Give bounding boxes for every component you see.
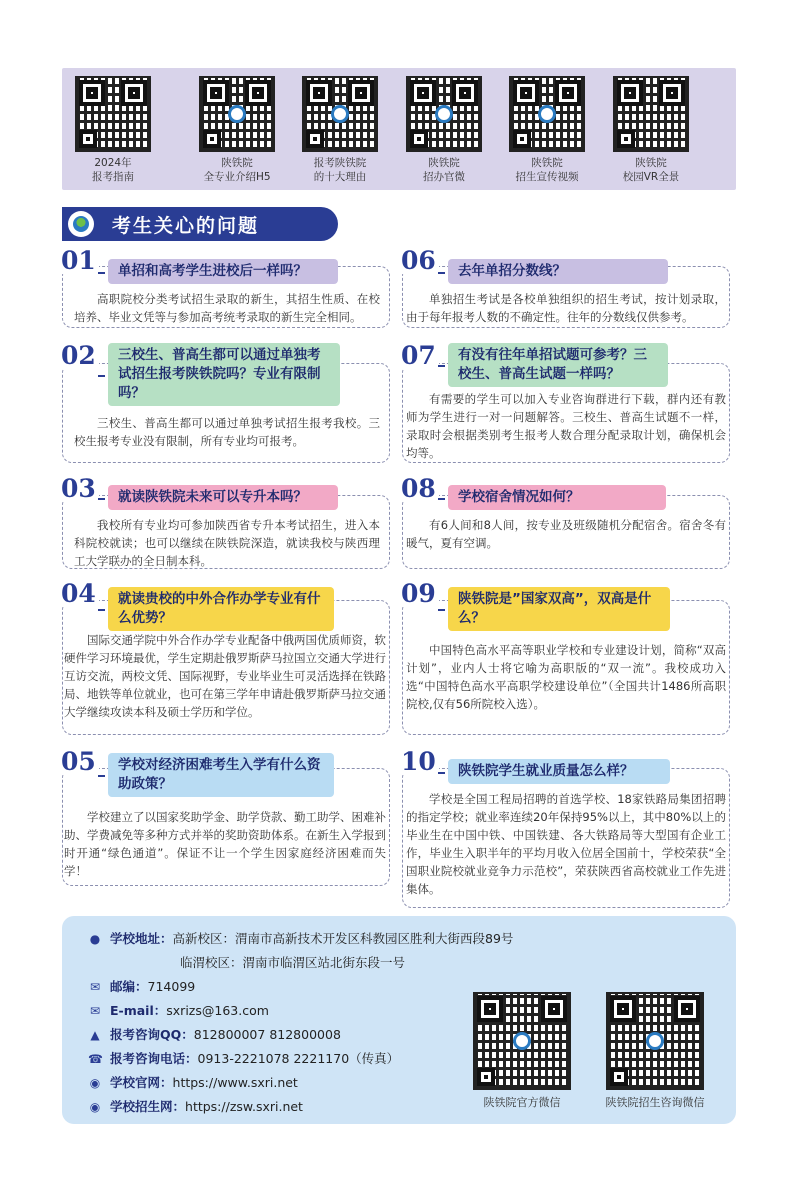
qr-caption: 陕铁院 招生宣传视频 — [515, 157, 579, 183]
faq-answer: 学校是全国工程局招聘的首选学校、18家铁路局集团招聘的指定学校；就业率连续20年保持95%以上，其中80%以上的毕业生在中国中铁、中国铁建、各大铁路局等大型国有企业工作，毕业生入职半年的平均月收入位居全国前十，学校荣获“全国职业院校就业竞争力示范校”，荣获陕西省高校就业工作先进集体。 — [406, 792, 726, 896]
admissions-site-row: ◉ 学校招生网：https://zsw.sxri.net — [89, 1099, 303, 1114]
school-logo-icon — [228, 105, 246, 123]
qr-caption: 陕铁院 全专业介绍H5 — [203, 157, 271, 183]
postcode-row: ✉ 邮编：714099 — [89, 979, 196, 994]
phone-icon: ☎ — [88, 1052, 103, 1066]
faq-number: 01 — [58, 248, 99, 274]
faq-number: 04 — [58, 581, 99, 607]
globe-icon: ◉ — [89, 1100, 101, 1114]
qq-row: ▲ 报考咨询QQ：812800007 812800008 — [88, 1026, 341, 1044]
qr-caption: 陕铁院官方微信 — [483, 1096, 561, 1109]
school-logo-icon — [538, 105, 556, 123]
faq-question: 去年单招分数线？ — [448, 259, 668, 284]
faq-answer: 国际交通学院中外合作办学专业配备中俄两国优质师资，软硬件学习环境最优，学生定期赴俄罗斯萨马拉国立交通大学进行互访交流，两校文凭、国际视野，专业毕业生可灵活选择在铁路局、地铁等单位就业，也可在第三学年申请赴俄罗斯萨马拉交通大学继续攻读本科及硕士学历和学位。 — [64, 633, 386, 719]
website-row: ◉ 学校官网：https://www.sxri.net — [89, 1075, 298, 1090]
school-logo-icon — [646, 1032, 664, 1050]
qq-icon: ▲ — [90, 1028, 100, 1042]
school-logo-icon — [435, 105, 453, 123]
section-title: 考生关心的问题 — [112, 215, 260, 237]
qr-code[interactable] — [613, 76, 689, 152]
qr-item-admissions-wechat[interactable] — [399, 76, 489, 184]
faq-question: 单招和高考学生进校后一样吗？ — [108, 259, 338, 284]
faq-question: 学校对经济困难考生入学有什么资助政策？ — [108, 753, 334, 797]
faq-number: 08 — [398, 476, 439, 502]
qr-code[interactable] — [473, 992, 571, 1090]
globe-icon: ◉ — [89, 1076, 101, 1090]
qr-caption: 2024年 报考指南 — [92, 157, 134, 183]
address-row-2: 临渭校区：渭南市临渭区站北街东段一号 — [180, 955, 406, 970]
qr-caption: 报考陕铁院 的十大理由 — [313, 157, 367, 183]
official-wechat-qr[interactable] — [472, 992, 572, 1110]
faq-question: 有没有往年单招试题可参考？三校生、普高生试题一样吗？ — [448, 343, 668, 387]
faq-number: 09 — [398, 581, 439, 607]
admissions-site-link[interactable]: https://zsw.sxri.net — [185, 1099, 303, 1114]
qr-code[interactable] — [606, 992, 704, 1090]
faq-number: 05 — [58, 749, 99, 775]
qr-code[interactable] — [302, 76, 378, 152]
faq-question: 就读陕铁院未来可以专升本吗？ — [108, 485, 338, 510]
faq-question: 三校生、普高生都可以通过单独考试招生报考陕铁院吗？专业有限制吗？ — [108, 343, 340, 406]
faq-number: 07 — [398, 343, 439, 369]
faq-answer: 我校所有专业均可参加陕西省专升本考试招生，进入本科院校就读；也可以继续在陕铁院深造，就读我校与陕西理工大学联办的全日制本科。 — [74, 518, 380, 568]
school-logo-icon — [513, 1032, 531, 1050]
qr-code[interactable] — [75, 76, 151, 152]
qr-item-guide[interactable] — [68, 76, 158, 184]
school-logo-icon — [331, 105, 349, 123]
faq-number: 02 — [58, 343, 99, 369]
qr-caption: 陕铁院招生咨询微信 — [605, 1096, 705, 1109]
contact-info-panel — [62, 916, 736, 1124]
faq-answer: 有需要的学生可以加入专业咨询群进行下载，群内还有教师为学生进行一对一问题解答。三校生、普高生试题不一样，录取时会根据类别考生报考人数合理分配录取计划，确保机会均等。 — [406, 392, 726, 460]
faq-answer: 高职院校分类考试招生录取的新生，其招生性质、在校培养、毕业文凭等与参加高考统考录取的新生完全相同。 — [74, 292, 380, 324]
email-icon: ✉ — [89, 1004, 101, 1018]
address-row: ● 学校地址：高新校区：渭南市高新技术开发区科教园区胜利大街西段89号 — [89, 931, 514, 946]
qr-code-strip — [62, 68, 736, 190]
phone-row: ☎ 报考咨询电话：0913-2221078 2221170（传真） — [88, 1051, 400, 1066]
faq-answer: 学校建立了以国家奖助学金、助学贷款、勤工助学、困难补助、学费减免等多种方式并举的奖助资助体系。在新生入学报到时开通“绿色通道”。保证不让一个学生因家庭经济困难而失学！ — [64, 810, 386, 878]
location-pin-icon: ● — [89, 932, 101, 946]
faq-number: 10 — [398, 749, 439, 775]
faq-answer: 单独招生考试是各校单独组织的招生考试，按计划录取，由于每年报考人数的不确定性。往年的分数线仅供参考。 — [406, 292, 726, 324]
faq-question: 学校宿舍情况如何？ — [448, 485, 666, 510]
school-logo-icon — [68, 211, 94, 237]
qr-code[interactable] — [509, 76, 585, 152]
qr-caption: 陕铁院 校园VR全景 — [622, 157, 680, 183]
qr-item-majors-h5[interactable] — [192, 76, 282, 184]
qr-item-vr[interactable] — [606, 76, 696, 184]
faq-question: 陕铁院是”国家双高”，双高是什么？ — [448, 587, 670, 631]
qr-code[interactable] — [199, 76, 275, 152]
faq-question: 陕铁院学生就业质量怎么样？ — [448, 759, 670, 784]
admissions-wechat-qr[interactable] — [602, 992, 708, 1110]
website-link[interactable]: https://www.sxri.net — [172, 1075, 298, 1090]
faq-number: 06 — [398, 248, 439, 274]
faq-number: 03 — [58, 476, 99, 502]
email-link[interactable]: sxrizs@163.com — [166, 1003, 269, 1018]
section-header — [62, 207, 338, 241]
faq-answer: 中国特色高水平高等职业学校和专业建设计划，简称“双高计划”，业内人士将它喻为高职版的“双一流”。我校成功入选“中国特色高水平高职学校建设单位”（全国共计1486所高职院校,仅有56所院校入选）。 — [406, 643, 726, 711]
qr-item-video[interactable] — [502, 76, 592, 184]
qr-code[interactable] — [406, 76, 482, 152]
faq-question: 就读贵校的中外合作办学专业有什么优势？ — [108, 587, 334, 631]
email-row: ✉ E-mail：sxrizs@163.com — [89, 1003, 269, 1018]
faq-answer: 三校生、普高生都可以通过单独考试招生报考我校。三校生报考专业没有限制，所有专业均可报考。 — [74, 416, 380, 448]
faq-answer: 有6人间和8人间，按专业及班级随机分配宿舍。宿舍冬有暖气，夏有空调。 — [406, 518, 726, 550]
qr-caption: 陕铁院 招办官微 — [423, 157, 465, 183]
envelope-icon: ✉ — [89, 980, 101, 994]
qr-item-ten-reasons[interactable] — [295, 76, 385, 184]
